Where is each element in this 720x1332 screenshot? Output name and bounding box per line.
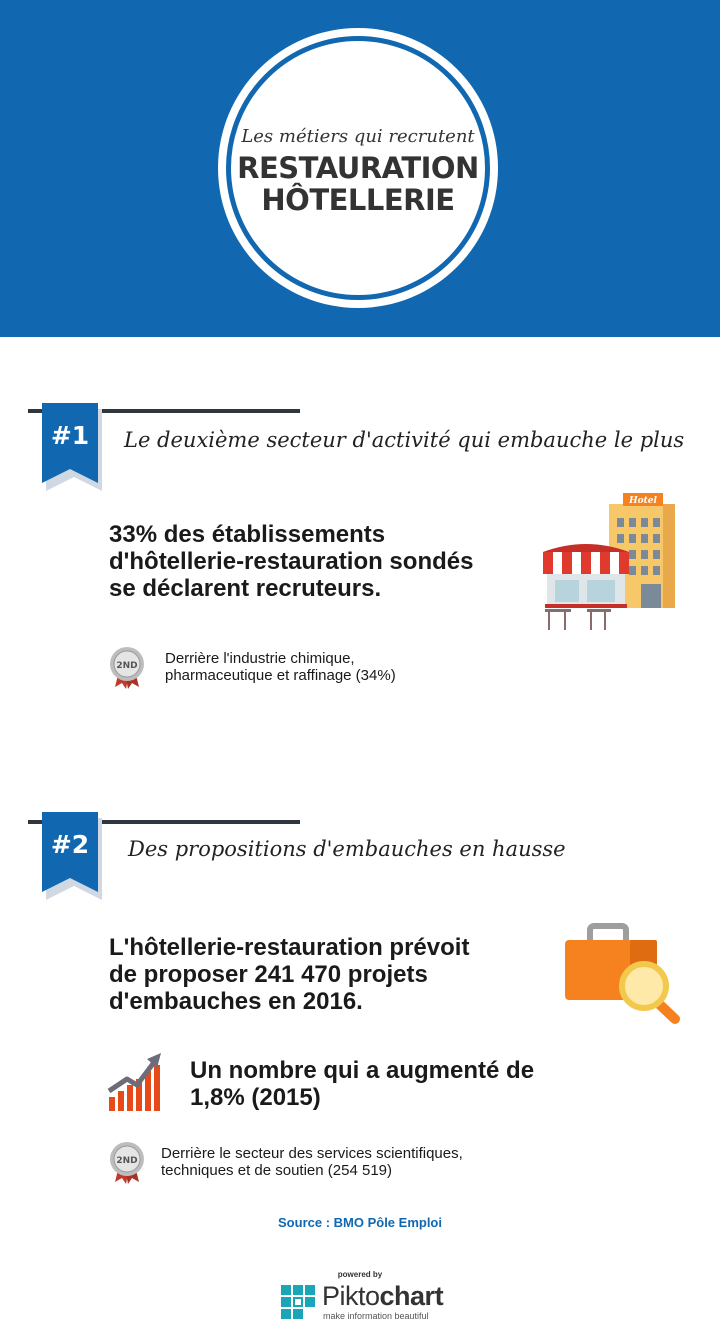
section-2-main-line: de proposer 241 470 projets xyxy=(109,961,428,988)
powered-by-label: powered by xyxy=(337,1270,383,1279)
section-2-badge-text xyxy=(161,1145,463,1179)
growth-line: 1,8% (2015) xyxy=(190,1084,321,1111)
section-1-badge-text xyxy=(165,650,396,684)
section-2-main-text xyxy=(109,934,469,1015)
header-subtitle: Les métiers qui recrutent xyxy=(241,126,475,147)
hotel-restaurant-icon xyxy=(543,490,683,635)
section-1-title: Le deuxième secteur d'activité qui embauche le plus xyxy=(124,428,685,452)
growth-line: Un nombre qui a augmenté de xyxy=(190,1057,535,1084)
section-2-growth-text xyxy=(190,1057,534,1111)
section-1-ribbon xyxy=(42,403,98,481)
section-1-main-line: d'hôtellerie-restauration sondés xyxy=(109,548,474,575)
section-1-main-line: 33% des établissements xyxy=(109,521,386,548)
section-2-number: #2 xyxy=(50,830,90,859)
badge-line: Derrière l'industrie chimique, xyxy=(165,650,355,667)
piktochart-tagline: make information beautiful xyxy=(323,1311,429,1321)
section-2-main-line: L'hôtellerie-restauration prévoit xyxy=(109,934,470,961)
section-2-main-line: d'embauches en 2016. xyxy=(109,988,363,1015)
growth-chart-icon xyxy=(107,1053,163,1113)
section-1-number: #1 xyxy=(50,421,90,450)
section-2-title: Des propositions d'embauches en hausse xyxy=(128,837,566,861)
header-title-line1: RESTAURATION xyxy=(237,151,479,185)
title-circle xyxy=(218,28,498,308)
badge-line: techniques et de soutien (254 519) xyxy=(161,1162,392,1179)
award-badge-icon xyxy=(107,645,147,689)
source-text: Source : BMO Pôle Emploi xyxy=(278,1215,442,1230)
brand-part: Pikto xyxy=(322,1281,380,1311)
header-banner xyxy=(0,0,720,337)
piktochart-brand[interactable] xyxy=(322,1281,443,1312)
piktochart-logo-icon[interactable] xyxy=(279,1283,317,1321)
badge-2-text: 2ND xyxy=(116,1156,138,1166)
brand-part: chart xyxy=(379,1281,444,1311)
badge-1-text: 2ND xyxy=(116,661,138,671)
award-badge-icon xyxy=(107,1140,147,1184)
badge-line: Derrière le secteur des services scientifiques, xyxy=(161,1145,463,1162)
section-1-main-line: se déclarent recruteurs. xyxy=(109,575,382,602)
section-2-ribbon xyxy=(42,812,98,890)
badge-line: pharmaceutique et raffinage (34%) xyxy=(165,667,396,684)
header-title-line2: HÔTELLERIE xyxy=(261,183,455,217)
svg-text:Hotel: Hotel xyxy=(629,496,657,506)
briefcase-search-icon xyxy=(560,922,685,1027)
section-1-main-text xyxy=(109,521,473,602)
